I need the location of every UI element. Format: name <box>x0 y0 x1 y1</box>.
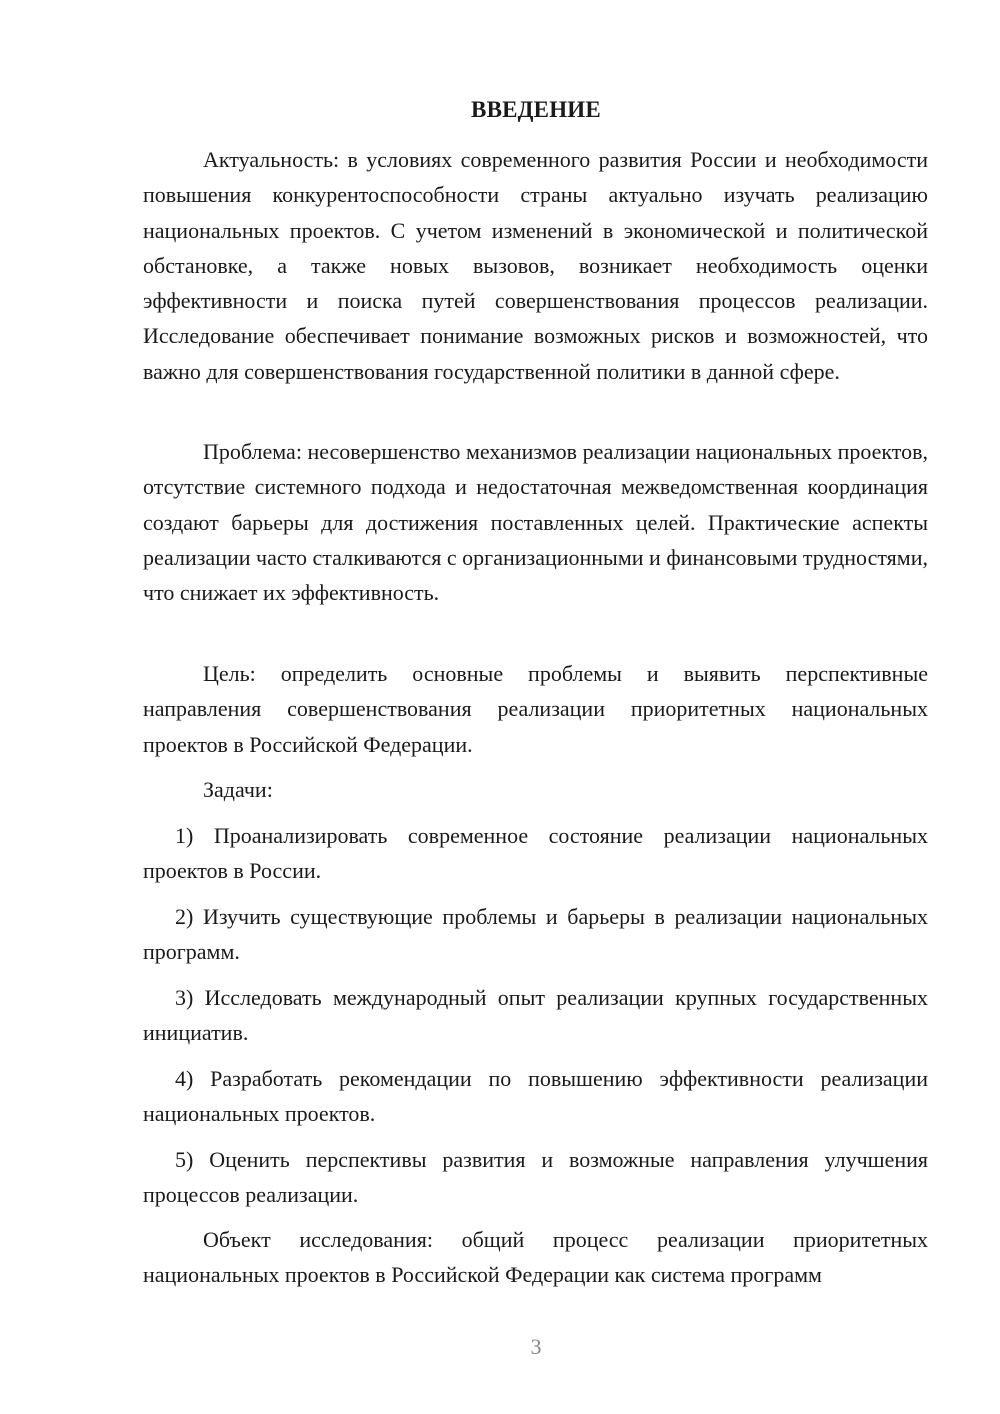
page-number: 3 <box>530 1334 542 1359</box>
paragraph-problem: Проблема: несовершенство механизмов реализации национальных проектов, отсутствие системного подхода и недостаточная межведомственная координация создают барьеры для достижения поставленных целей. Практические аспекты реализации часто сталкиваются с организационными и финансовыми трудностями, что снижает их эффективность. <box>143 439 928 606</box>
task-item-5: 5) Оценить перспективы развития и возможные направления улучшения процессов реализации. <box>143 1147 928 1208</box>
paragraph-goal: Цель: определить основные проблемы и выявить перспективные направления совершенствования реализации приоритетных национальных проектов в Российской Федерации. <box>143 661 928 757</box>
task-item-4: 4) Разработать рекомендации по повышению эффективности реализации национальных проектов. <box>143 1066 928 1127</box>
task-item-2: 2) Изучить существующие проблемы и барьеры в реализации национальных программ. <box>143 904 928 965</box>
section-heading: ВВЕДЕНИЕ <box>471 97 601 122</box>
paragraph-relevance: Актуальность: в условиях современного развития России и необходимости повышения конкурентоспособности страны актуально изучать реализацию национальных проектов. С учетом изменений в экономической и политической обстановке, а также новых вызовов, возникает необходимость оценки эффективности и поиска путей совершенствования процессов реализации. Исследование обеспечивает понимание возможных рисков и возможностей, что важно для совершенствования государственной политики в данной сфере. <box>143 147 928 384</box>
task-item-1: 1) Проанализировать современное состояние реализации национальных проектов в России. <box>143 823 928 884</box>
tasks-label: Задачи: <box>203 777 273 802</box>
task-item-3: 3) Исследовать международный опыт реализации крупных государственных инициатив. <box>143 985 928 1046</box>
paragraph-object: Объект исследования: общий процесс реализации приоритетных национальных проектов в Российской Федерации как система программ <box>143 1227 928 1288</box>
